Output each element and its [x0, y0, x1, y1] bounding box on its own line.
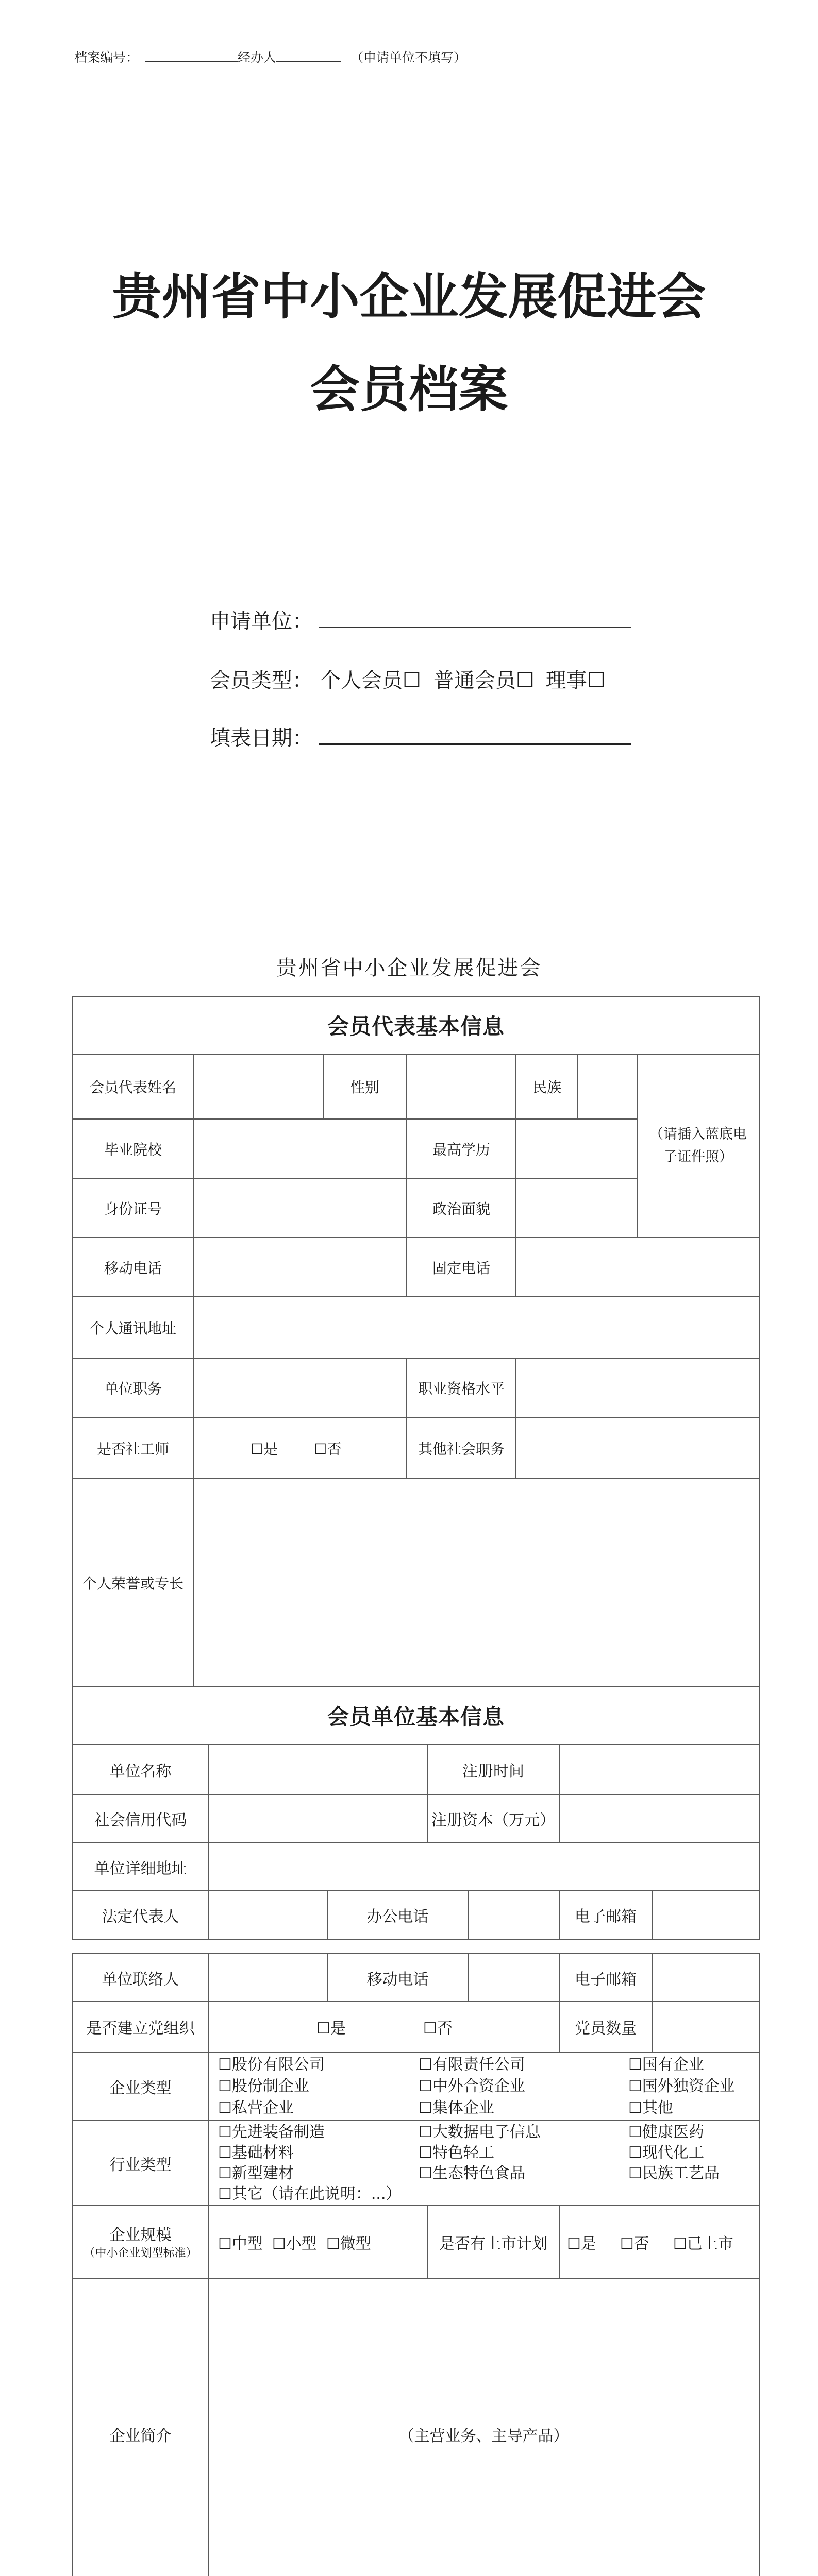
- unit-address-field[interactable]: [208, 1843, 759, 1891]
- scale-options: [208, 2206, 427, 2278]
- rep-section-title: 会员代表基本信息: [73, 996, 759, 1054]
- fill-date-row: [210, 723, 631, 754]
- reg-date-field[interactable]: [559, 1744, 759, 1794]
- education-label: 最高学历: [407, 1119, 516, 1178]
- enterprise-type-option[interactable]: ☐股份有限公司: [218, 2055, 325, 2074]
- industry-option[interactable]: ☐新型建材: [218, 2164, 294, 2182]
- landline-field[interactable]: [516, 1238, 759, 1297]
- rep-mobile-label: 移动电话: [73, 1238, 193, 1297]
- gender-field[interactable]: [407, 1054, 516, 1119]
- scale-micro-checkbox[interactable]: ☐微型: [326, 2234, 371, 2253]
- file-number-field[interactable]: [145, 45, 238, 62]
- industry-option[interactable]: ☐健康医药: [628, 2123, 704, 2141]
- rep-mobile-field[interactable]: [193, 1238, 407, 1297]
- landline-label: 固定电话: [407, 1238, 516, 1297]
- form-caption: 贵州省中小企业发展促进会: [276, 956, 542, 980]
- member-type-director[interactable]: 理事☐: [545, 669, 606, 692]
- industry-option[interactable]: ☐生态特色食品: [419, 2164, 525, 2182]
- archive-header: [74, 45, 466, 68]
- industry-option[interactable]: ☐现代化工: [628, 2143, 704, 2162]
- industry-label: 行业类型: [73, 2121, 208, 2206]
- enterprise-type-label: 企业类型: [73, 2052, 208, 2121]
- member-form-part-1: [72, 996, 759, 1940]
- enterprise-type-option[interactable]: ☐有限责任公司: [419, 2055, 525, 2074]
- handler-label: 经办人: [238, 50, 277, 65]
- applicant-row: [210, 606, 631, 637]
- unit-section-title: 会员单位基本信息: [73, 1687, 759, 1744]
- unit-address-label: 单位详细地址: [73, 1843, 208, 1891]
- industry-option[interactable]: ☐先进装备制造: [218, 2123, 325, 2141]
- scale-label: 企业规模: [109, 2226, 172, 2244]
- social-worker-label: 是否社工师: [73, 1417, 193, 1479]
- other-roles-label: 其他社会职务: [407, 1417, 516, 1479]
- photo-hint: （请插入蓝底电子证件照）: [649, 1126, 747, 1165]
- scale-medium-checkbox[interactable]: ☐中型: [218, 2234, 263, 2253]
- listing-yes-checkbox[interactable]: ☐是: [567, 2234, 596, 2253]
- title-line-2: 会员档案: [310, 360, 508, 418]
- enterprise-type-option[interactable]: ☐股份制企业: [218, 2077, 309, 2095]
- enterprise-type-option[interactable]: ☐私营企业: [218, 2098, 294, 2117]
- education-field[interactable]: [516, 1119, 637, 1178]
- representative-info-table: [72, 996, 760, 1687]
- applicant-field[interactable]: [319, 606, 631, 628]
- reg-capital-field[interactable]: [559, 1794, 759, 1843]
- contact-mobile-label: 移动电话: [327, 1954, 468, 2002]
- rep-name-label: 会员代表姓名: [73, 1054, 193, 1119]
- industry-options: [208, 2121, 759, 2206]
- credit-code-label: 社会信用代码: [73, 1794, 208, 1843]
- member-type-individual[interactable]: 个人会员☐: [320, 669, 421, 692]
- fill-date-field[interactable]: [319, 723, 631, 745]
- office-phone-field[interactable]: [468, 1891, 559, 1939]
- intro-label: 企业简介: [73, 2278, 208, 2576]
- qualification-label: 职业资格水平: [407, 1358, 516, 1417]
- listing-no-checkbox[interactable]: ☐否: [620, 2234, 649, 2253]
- social-worker-no-checkbox[interactable]: ☐否: [314, 1440, 342, 1458]
- enterprise-type-options: [208, 2052, 759, 2121]
- contact-field[interactable]: [208, 1954, 327, 2002]
- reg-date-label: 注册时间: [427, 1744, 559, 1794]
- scale-small-checkbox[interactable]: ☐小型: [272, 2234, 317, 2253]
- enterprise-type-option[interactable]: ☐国外独资企业: [628, 2077, 735, 2095]
- social-worker-yes-checkbox[interactable]: ☐是: [251, 1440, 278, 1458]
- party-members-label: 党员数量: [559, 2002, 652, 2052]
- political-status-field[interactable]: [516, 1178, 637, 1238]
- party-members-field[interactable]: [652, 2002, 759, 2052]
- party-org-yes-checkbox[interactable]: ☐是: [316, 2020, 346, 2038]
- party-org-no-checkbox[interactable]: ☐否: [423, 2020, 453, 2038]
- unit-name-label: 单位名称: [73, 1744, 208, 1794]
- contact-email-field[interactable]: [652, 1954, 759, 2002]
- enterprise-type-option[interactable]: ☐其他: [628, 2098, 673, 2117]
- member-type-row: [210, 665, 606, 696]
- industry-option[interactable]: ☐特色轻工: [419, 2143, 494, 2162]
- rep-name-field[interactable]: [193, 1054, 323, 1119]
- rep-address-field[interactable]: [193, 1297, 759, 1358]
- photo-slot[interactable]: [637, 1054, 759, 1238]
- industry-option[interactable]: ☐基础材料: [218, 2143, 294, 2162]
- honors-label: 个人荣誉或专长: [73, 1479, 193, 1686]
- honors-field[interactable]: [193, 1479, 759, 1686]
- legal-rep-field[interactable]: [208, 1891, 327, 1939]
- listing-label: 是否有上市计划: [427, 2206, 559, 2278]
- credit-code-field[interactable]: [208, 1794, 427, 1843]
- applicant-label: 申请单位：: [210, 609, 313, 633]
- file-number-label: 档案编号：: [74, 50, 139, 65]
- position-label: 单位职务: [73, 1358, 193, 1417]
- reg-capital-label: 注册资本（万元）: [427, 1794, 559, 1843]
- scale-note: （中小企业划型标准）: [84, 2246, 197, 2260]
- unit-email-field[interactable]: [652, 1891, 759, 1939]
- title-line-1: 贵州省中小企业发展促进会: [112, 267, 706, 326]
- id-number-field[interactable]: [193, 1178, 407, 1238]
- unit-info-table: [72, 1687, 760, 1940]
- unit-detail-table: [72, 1953, 760, 2576]
- other-roles-field[interactable]: [516, 1417, 759, 1479]
- gender-label: 性别: [323, 1054, 407, 1119]
- member-form-part-2: [72, 1953, 759, 2576]
- header-note: （申请单位不填写）: [350, 50, 467, 65]
- unit-name-field[interactable]: [208, 1744, 427, 1794]
- ethnicity-field[interactable]: [578, 1054, 637, 1119]
- scale-label-cell: [73, 2206, 208, 2278]
- intro-hint: （主营业务、主导产品）: [398, 2427, 569, 2445]
- fill-date-label: 填表日期：: [210, 726, 313, 750]
- position-field[interactable]: [193, 1358, 407, 1417]
- handler-field[interactable]: [276, 45, 341, 62]
- party-org-label: 是否建立党组织: [73, 2002, 208, 2052]
- industry-option[interactable]: ☐大数据电子信息: [419, 2123, 541, 2141]
- ethnicity-label: 民族: [516, 1054, 578, 1119]
- office-phone-label: 办公电话: [327, 1891, 468, 1939]
- political-status-label: 政治面貌: [407, 1178, 516, 1238]
- listing-options: [559, 2206, 759, 2278]
- listing-listed-checkbox[interactable]: ☐已上市: [673, 2234, 733, 2253]
- enterprise-type-option[interactable]: ☐国有企业: [628, 2055, 704, 2074]
- qualification-field[interactable]: [516, 1358, 759, 1417]
- social-worker-options: [193, 1417, 407, 1479]
- industry-option[interactable]: ☐民族工艺品: [628, 2164, 720, 2182]
- enterprise-type-option[interactable]: ☐中外合资企业: [419, 2077, 525, 2095]
- unit-email-label: 电子邮箱: [559, 1891, 652, 1939]
- member-type-label: 会员类型：: [210, 669, 313, 692]
- school-field[interactable]: [193, 1119, 407, 1178]
- contact-label: 单位联络人: [73, 1954, 208, 2002]
- enterprise-type-option[interactable]: ☐集体企业: [419, 2098, 494, 2117]
- contact-email-label: 电子邮箱: [559, 1954, 652, 2002]
- contact-mobile-field[interactable]: [468, 1954, 559, 2002]
- school-label: 毕业院校: [73, 1119, 193, 1178]
- id-number-label: 身份证号: [73, 1178, 193, 1238]
- intro-field[interactable]: [208, 2278, 759, 2576]
- member-type-regular[interactable]: 普通会员☐: [433, 669, 535, 692]
- party-org-options: [208, 2002, 559, 2052]
- legal-rep-label: 法定代表人: [73, 1891, 208, 1939]
- industry-option-other[interactable]: ☐其它（请在此说明：...）: [218, 2184, 402, 2203]
- rep-address-label: 个人通讯地址: [73, 1297, 193, 1358]
